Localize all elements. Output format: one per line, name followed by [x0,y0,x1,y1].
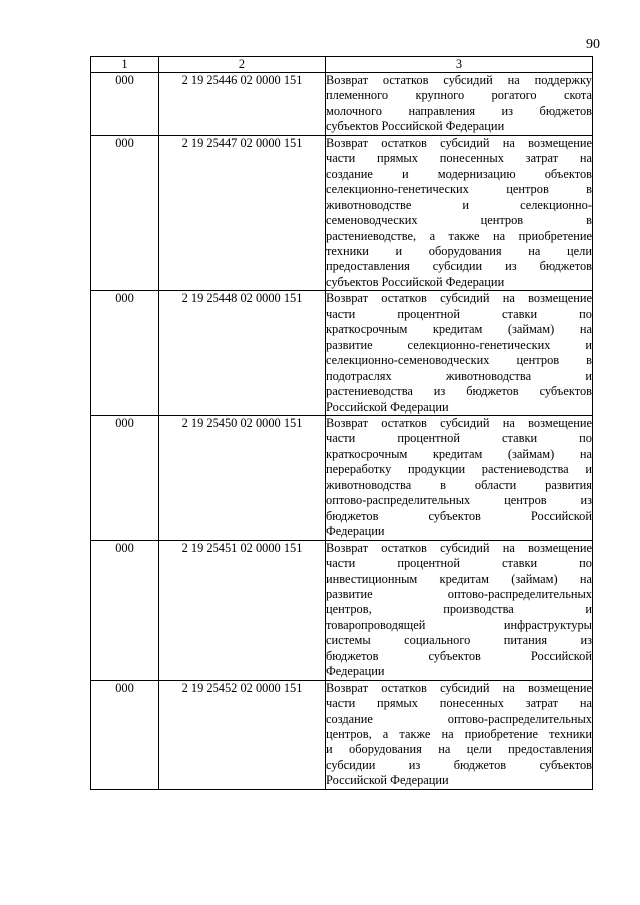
admin-code-cell: 000 [91,73,159,136]
description-line: инвестиционным кредитам (займам) на [326,571,592,586]
description-line: Возврат остатков субсидий на возмещение [326,680,592,695]
description-cell [326,135,593,291]
column-header-1: 1 [91,57,159,73]
description-line: Федерации [326,664,385,679]
description-line: Российской Федерации [326,399,449,414]
description-line: Российской Федерации [326,773,449,788]
description-line: бюджетов субъектов Российской [326,508,592,523]
description-line: селекционно-семеноводческих центров в [326,353,592,368]
description-line: предоставления субсидии из бюджетов [326,259,592,274]
description-cell [326,540,593,680]
description-line: растениеводства из бюджетов субъектов [326,384,592,399]
table-row [91,291,593,416]
table-header-row [91,57,593,73]
description-line: товаропроводящей инфраструктуры [326,617,592,632]
description-line: Возврат остатков субсидий на возмещение [326,135,592,150]
description-line: растениеводстве, а также на приобретение [326,228,592,243]
description-line: развитие селекционно-генетических и [326,337,592,352]
description-line: части прямых понесенных затрат на [326,151,592,166]
description-line: Возврат остатков субсидий на возмещение [326,540,592,555]
description-line: части процентной ставки по [326,306,592,321]
description-line: оптово-распределительных центров из [326,493,592,508]
description-line: центров, а также на приобретение техники [326,727,592,742]
admin-code-cell: 000 [91,415,159,540]
description-cell [326,291,593,416]
description-cell [326,415,593,540]
budget-classification-code-cell: 2 19 25446 02 0000 151 [159,73,326,136]
budget-classification-code-cell: 2 19 25448 02 0000 151 [159,291,326,416]
description-line: краткосрочным кредитам (займам) на [326,446,592,461]
description-cell [326,73,593,136]
admin-code-cell: 000 [91,680,159,789]
description-line: части процентной ставки по [326,431,592,446]
description-line: центров, производства и [326,602,592,617]
description-line: субсидии из бюджетов субъектов [326,757,592,772]
budget-classification-code-cell: 2 19 25450 02 0000 151 [159,415,326,540]
table-row [91,135,593,291]
admin-code-cell: 000 [91,540,159,680]
column-header-2: 2 [159,57,326,73]
admin-code-cell: 000 [91,135,159,291]
description-line: и оборудования на цели предоставления [326,742,592,757]
budget-code-table [90,56,593,790]
description-line: создание и модернизацию объектов [326,166,592,181]
description-line: субъектов Российской Федерации [326,274,505,289]
description-line: краткосрочным кредитам (займам) на [326,322,592,337]
description-line: бюджетов субъектов Российской [326,648,592,663]
description-line: части процентной ставки по [326,556,592,571]
budget-classification-code-cell: 2 19 25451 02 0000 151 [159,540,326,680]
table-body [91,73,593,790]
description-line: части прямых понесенных затрат на [326,696,592,711]
description-line: подотраслях животноводства и [326,368,592,383]
admin-code-cell: 000 [91,291,159,416]
description-line: субъектов Российской Федерации [326,119,505,134]
description-line: создание оптово-распределительных [326,711,592,726]
description-line: молочного направления из бюджетов [326,103,592,118]
description-line: Возврат остатков субсидий на возмещение [326,291,592,306]
description-line: Возврат остатков субсидий на поддержку [326,73,592,87]
description-line: Возврат остатков субсидий на возмещение [326,415,592,430]
description-line: семеноводческих центров в [326,213,592,228]
table-row [91,540,593,680]
description-line: селекционно-генетических центров в [326,182,592,197]
description-line: системы социального питания из [326,633,592,648]
column-header-3: 3 [326,57,593,73]
description-line: племенного крупного рогатого скота [326,88,592,103]
description-line: Федерации [326,524,385,539]
page-number: 90 [586,37,600,52]
budget-classification-code-cell: 2 19 25452 02 0000 151 [159,680,326,789]
table-row [91,680,593,789]
description-cell [326,680,593,789]
table-row [91,415,593,540]
table-row [91,73,593,136]
description-line: переработку продукции растениеводства и [326,462,592,477]
budget-classification-code-cell: 2 19 25447 02 0000 151 [159,135,326,291]
description-line: техники и оборудования на цели [326,243,592,258]
description-line: развитие оптово-распределительных [326,586,592,601]
description-line: животноводстве и селекционно- [326,197,592,212]
description-line: животноводства в области развития [326,477,592,492]
